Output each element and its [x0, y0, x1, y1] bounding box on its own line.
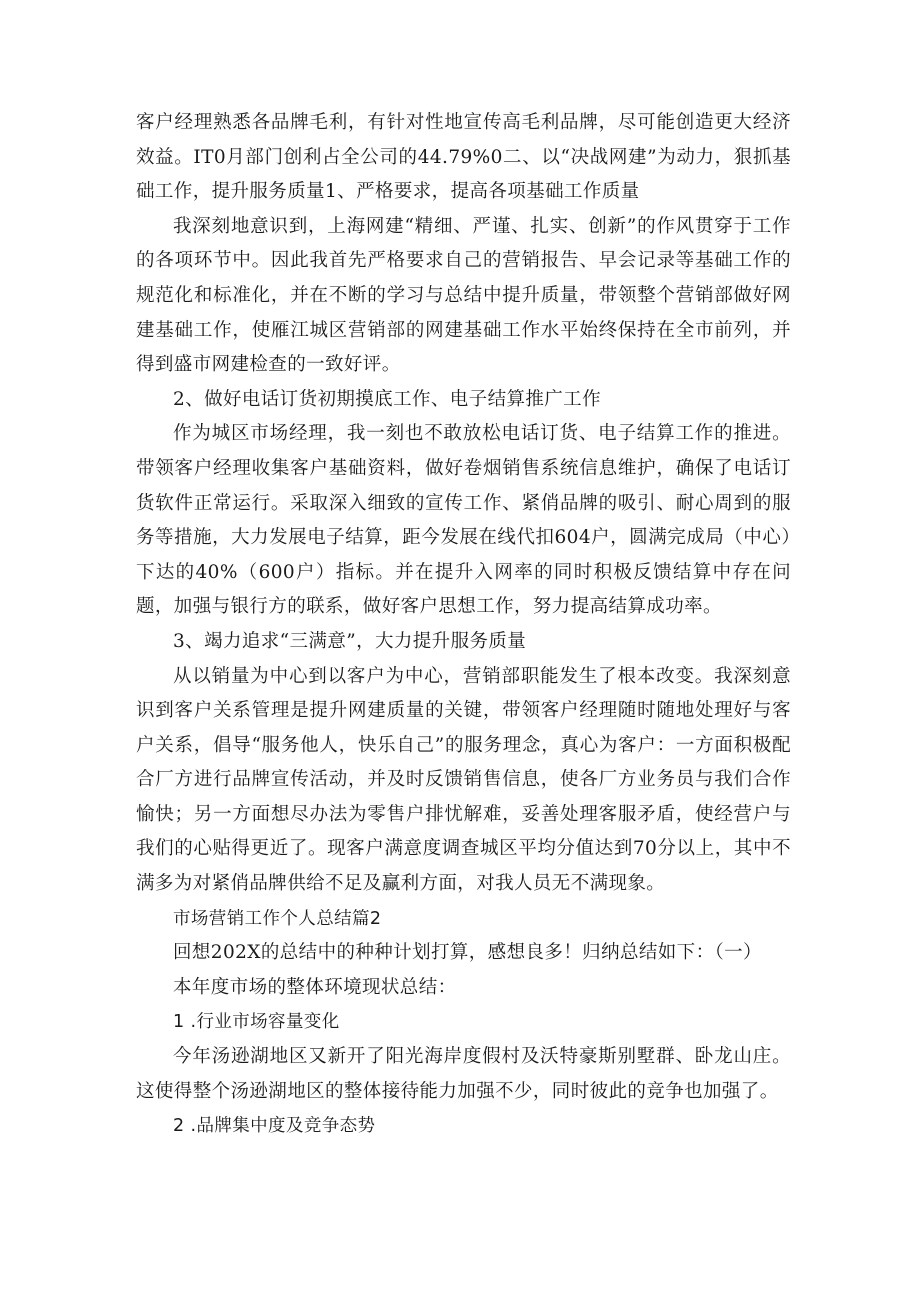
paragraph-2: 我深刻地意识到，上海网建“精细、严谨、扎实、创新”的作风贯穿于工作的各项环节中。因此我首先严格要求自己的营销报告、早会记录等基础工作的规范化和标准化，并在不断的学习与总结中提升质量，带领整个营销部做好网建基础工作，使雁江城区营销部的网建基础工作水平始终保持在全市前列，并得到盛市网建检查的一致好评。: [136, 215, 791, 376]
article-title-2: 市场营销工作个人总结篇2: [173, 908, 382, 929]
section-heading-2: 2、做好电话订货初期摸底工作、电子结算推广工作: [173, 388, 601, 410]
paragraph-5: 回想202X的总结中的种种计划打算，感想良多！归纳总结如下：（一）: [173, 942, 762, 964]
subsection-heading-overview: 本年度市场的整体环境现状总结：: [173, 976, 457, 998]
list-item-2-heading: 2 .品牌集中度及竞争态势: [173, 1116, 376, 1137]
list-item-1-heading: 1 .行业市场容量变化: [173, 1012, 340, 1033]
paragraph-3: 作为城区市场经理，我一刻也不敢放松电话订货、电子结算工作的推进。带领客户经理收集客户基础资料，做好卷烟销售系统信息维护，确保了电话订货软件正常运行。采取深入细致的宣传工作、紧俏品牌的吸引、耐心周到的服务等措施，大力发展电子结算，距今发展在线代扣604户，圆满完成局（中心）下达的40%（600户）指标。并在提升入网率的同时积极反馈结算中存在问题，加强与银行方的联系，做好客户思想工作，努力提高结算成功率。: [136, 423, 791, 618]
paragraph-4: 从以销量为中心到以客户为中心，营销部职能发生了根本改变。我深刻意识到客户关系管理是提升网建质量的关键，带领客户经理随时随地处理好与客户关系，倡导“服务他人，快乐自己”的服务理念，真心为客户：一方面积极配合厂方进行品牌宣传活动，并及时反馈销售信息，使各厂方业务员与我们合作愉快；另一方面想尽办法为零售户排忧解难，妥善处理客服矛盾，使经营户与我们的心贴得更近了。现客户满意度调查城区平均分值达到70分以上，其中不满多为对紧俏品牌供给不足及赢利方面，对我人员无不满现象。: [136, 665, 791, 895]
section-heading-3: 3、竭力追求“三满意”，大力提升服务质量: [173, 630, 527, 652]
document-body: [136, 106, 791, 1144]
paragraph-6: 今年汤逊湖地区又新开了阳光海岸度假村及沃特豪斯别墅群、卧龙山庄。这使得整个汤逊湖地区的整体接待能力加强不少，同时彼此的竞争也加强了。: [136, 1046, 791, 1102]
paragraph-1: 客户经理熟悉各品牌毛利，有针对性地宣传高毛利品牌，尽可能创造更大经济效益。IT0月部门创利占全公司的44.79%0二、以“决战网建”为动力，狠抓基础工作，提升服务质量1、严格要求，提高各项基础工作质量: [136, 112, 791, 203]
